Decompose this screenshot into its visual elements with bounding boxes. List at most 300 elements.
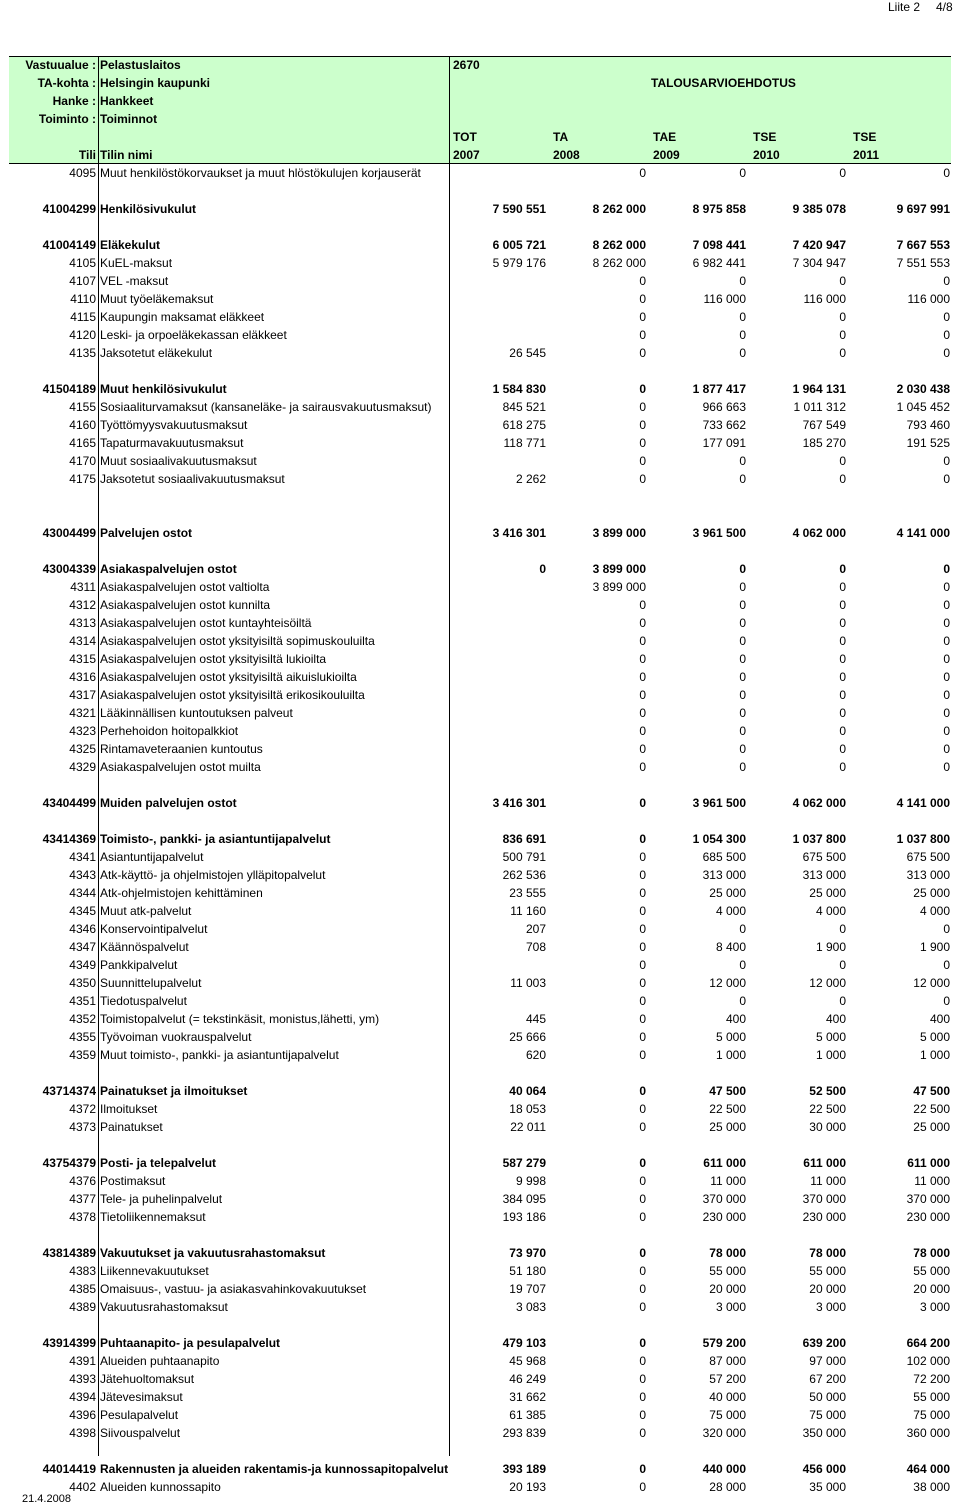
account-name: Pankkipalvelut — [100, 958, 178, 972]
value-tse-2011: 1 900 — [919, 940, 950, 954]
value-tse-2011: 0 — [943, 274, 950, 288]
value-tae-2009: 370 000 — [702, 1192, 746, 1206]
account-code: 41004299 — [42, 202, 96, 216]
account-name: Muiden palvelujen ostot — [100, 796, 237, 810]
value-tot-2007: 118 771 — [503, 436, 546, 450]
value-ta-2008: 0 — [639, 940, 646, 954]
hanke-value: Hankkeet — [100, 94, 154, 108]
account-name: Painatukset ja ilmoitukset — [100, 1084, 248, 1098]
value-tse-2011: 0 — [943, 742, 950, 756]
value-ta-2008: 0 — [639, 742, 646, 756]
value-tae-2009: 11 000 — [710, 1174, 746, 1188]
value-tot-2007: 3 416 301 — [492, 796, 546, 810]
account-code: 4311 — [70, 580, 96, 594]
value-tse-2011: 664 200 — [906, 1336, 950, 1350]
table-row — [0, 292, 960, 310]
table-row — [0, 904, 960, 922]
account-name: Alueiden puhtaanapito — [100, 1354, 220, 1368]
value-tae-2009: 47 500 — [709, 1084, 746, 1098]
value-tse-2011: 0 — [943, 166, 950, 180]
value-ta-2008: 0 — [639, 1210, 646, 1224]
value-tae-2009: 3 961 500 — [692, 796, 746, 810]
value-tse-2010: 0 — [839, 922, 846, 936]
account-name: Atk-ohjelmistojen kehittäminen — [100, 886, 263, 900]
value-ta-2008: 0 — [639, 850, 646, 864]
table-row — [0, 742, 960, 760]
value-tse-2010: 5 000 — [815, 1030, 846, 1044]
table-row — [0, 994, 960, 1012]
account-code: 4345 — [69, 904, 96, 918]
account-code: 41504189 — [42, 382, 96, 396]
ta-kohta-value: Helsingin kaupunki — [100, 76, 211, 90]
table-row — [0, 1084, 960, 1102]
col-header-tse-2011: TSE — [853, 130, 877, 144]
value-tse-2010: 116 000 — [803, 292, 846, 306]
value-tse-2010: 0 — [839, 274, 846, 288]
table-row — [0, 652, 960, 670]
table-row — [0, 1264, 960, 1282]
value-tse-2010: 11 000 — [810, 1174, 846, 1188]
value-tot-2007: 193 186 — [502, 1210, 546, 1224]
value-tse-2011: 0 — [943, 616, 950, 630]
value-tae-2009: 0 — [739, 724, 746, 738]
value-ta-2008: 0 — [639, 436, 646, 450]
value-tse-2011: 0 — [943, 310, 950, 324]
account-code: 4398 — [69, 1426, 96, 1440]
value-tae-2009: 12 000 — [709, 976, 746, 990]
value-tse-2011: 116 000 — [907, 292, 950, 306]
value-ta-2008: 8 262 000 — [592, 238, 646, 252]
value-tae-2009: 0 — [739, 346, 746, 360]
value-tae-2009: 177 091 — [702, 436, 746, 450]
value-tae-2009: 8 400 — [715, 940, 746, 954]
value-tot-2007: 445 — [525, 1012, 546, 1026]
value-tse-2011: 55 000 — [913, 1264, 950, 1278]
value-tae-2009: 0 — [739, 274, 746, 288]
col-year-2009: 2009 — [653, 148, 680, 162]
account-name: Suunnittelupalvelut — [100, 976, 202, 990]
account-code: 43404499 — [42, 796, 96, 810]
account-code: 4110 — [70, 292, 96, 306]
account-name: Jätevesimaksut — [100, 1390, 183, 1404]
value-ta-2008: 0 — [639, 796, 646, 810]
account-code: 4343 — [69, 868, 96, 882]
value-ta-2008: 0 — [639, 1354, 646, 1368]
value-tot-2007: 293 839 — [502, 1426, 546, 1440]
value-tot-2007: 3 416 301 — [492, 526, 546, 540]
value-tse-2011: 0 — [943, 688, 950, 702]
table-row — [0, 1480, 960, 1498]
account-code: 4329 — [69, 760, 96, 774]
col-header-tae: TAE — [653, 130, 677, 144]
value-ta-2008: 0 — [639, 652, 646, 666]
value-ta-2008: 0 — [639, 1012, 646, 1026]
account-code: 4359 — [69, 1048, 96, 1062]
account-name: Muut henkilösivukulut — [100, 382, 227, 396]
account-name: Asiakaspalvelujen ostot yksityisiltä lukioilta — [100, 652, 327, 666]
value-tot-2007: 18 053 — [509, 1102, 546, 1116]
table-row — [0, 1354, 960, 1372]
account-code: 43714374 — [42, 1084, 96, 1098]
table-row — [0, 346, 960, 364]
value-tse-2011: 4 141 000 — [896, 796, 950, 810]
account-name: Vakuutukset ja vakuutusrahastomaksut — [100, 1246, 326, 1260]
value-ta-2008: 3 899 000 — [592, 580, 646, 594]
value-tse-2011: 1 000 — [919, 1048, 950, 1062]
value-ta-2008: 0 — [639, 1426, 646, 1440]
value-tae-2009: 28 000 — [709, 1480, 746, 1494]
value-tse-2010: 25 000 — [809, 886, 846, 900]
table-row — [0, 1012, 960, 1030]
value-ta-2008: 0 — [639, 1048, 646, 1062]
account-name: Painatukset — [100, 1120, 163, 1134]
ta-kohta-label: TA-kohta : — [37, 76, 96, 90]
value-tse-2011: 7 551 553 — [896, 256, 950, 270]
value-tae-2009: 0 — [739, 742, 746, 756]
value-tse-2011: 25 000 — [913, 886, 950, 900]
value-tot-2007: 11 003 — [510, 976, 546, 990]
account-name: Asiakaspalvelujen ostot muilta — [100, 760, 261, 774]
value-tot-2007: 31 662 — [509, 1390, 546, 1404]
value-tae-2009: 0 — [739, 472, 746, 486]
account-name: Muut atk-palvelut — [100, 904, 192, 918]
value-tse-2011: 0 — [943, 328, 950, 342]
value-tse-2011: 360 000 — [906, 1426, 950, 1440]
account-code: 4347 — [69, 940, 96, 954]
account-code: 4341 — [69, 850, 96, 864]
value-tse-2010: 0 — [839, 760, 846, 774]
account-code: 4316 — [69, 670, 96, 684]
value-tse-2010: 75 000 — [809, 1408, 846, 1422]
value-tse-2010: 67 200 — [809, 1372, 846, 1386]
value-tot-2007: 11 160 — [510, 904, 546, 918]
table-row — [0, 166, 960, 184]
value-ta-2008: 0 — [639, 760, 646, 774]
account-name: Alueiden kunnossapito — [100, 1480, 221, 1494]
value-tae-2009: 611 000 — [703, 1156, 746, 1170]
value-tot-2007: 7 590 551 — [492, 202, 546, 216]
page-number: 4/8 — [936, 0, 953, 14]
value-tse-2011: 611 000 — [907, 1156, 950, 1170]
value-ta-2008: 0 — [639, 1192, 646, 1206]
value-ta-2008: 0 — [639, 958, 646, 972]
value-tae-2009: 6 982 441 — [692, 256, 746, 270]
value-tse-2010: 0 — [839, 580, 846, 594]
value-ta-2008: 0 — [639, 1084, 646, 1098]
value-tse-2011: 0 — [943, 670, 950, 684]
col-year-2008: 2008 — [553, 148, 580, 162]
account-name: Jaksotetut sosiaalivakuutusmaksut — [100, 472, 285, 486]
account-code: 4391 — [69, 1354, 96, 1368]
value-tse-2010: 350 000 — [802, 1426, 846, 1440]
account-code: 4120 — [69, 328, 96, 342]
value-tse-2011: 400 — [929, 1012, 950, 1026]
unit-code: 2670 — [453, 58, 480, 72]
account-name: Perhehoidon hoitopalkkiot — [100, 724, 239, 738]
value-tae-2009: 0 — [739, 454, 746, 468]
account-code: 4402 — [69, 1480, 96, 1494]
account-name: Jätehuoltomaksut — [100, 1372, 195, 1386]
value-tse-2011: 2 030 438 — [896, 382, 950, 396]
value-ta-2008: 0 — [639, 1480, 646, 1494]
value-ta-2008: 0 — [639, 1372, 646, 1386]
account-code: 4170 — [69, 454, 96, 468]
value-tse-2010: 0 — [839, 958, 846, 972]
value-tae-2009: 20 000 — [709, 1282, 746, 1296]
value-tse-2011: 0 — [943, 706, 950, 720]
value-tse-2010: 97 000 — [809, 1354, 846, 1368]
value-tot-2007: 262 536 — [502, 868, 546, 882]
value-tse-2010: 456 000 — [802, 1462, 846, 1476]
value-ta-2008: 0 — [639, 634, 646, 648]
value-tse-2011: 4 000 — [919, 904, 950, 918]
value-tse-2010: 230 000 — [802, 1210, 846, 1224]
value-tse-2011: 78 000 — [913, 1246, 950, 1260]
table-row — [0, 886, 960, 904]
account-code: 4135 — [69, 346, 96, 360]
value-ta-2008: 0 — [639, 868, 646, 882]
value-tae-2009: 579 200 — [702, 1336, 746, 1350]
value-tse-2011: 3 000 — [919, 1300, 950, 1314]
value-tse-2010: 0 — [839, 562, 846, 576]
account-name: Siivouspalvelut — [100, 1426, 181, 1440]
value-ta-2008: 0 — [639, 976, 646, 990]
value-tse-2011: 5 000 — [919, 1030, 950, 1044]
value-ta-2008: 0 — [639, 292, 646, 306]
value-ta-2008: 0 — [639, 382, 646, 396]
table-row — [0, 958, 960, 976]
value-tse-2010: 4 062 000 — [792, 796, 846, 810]
value-tse-2010: 0 — [839, 454, 846, 468]
footer-date: 21.4.2008 — [22, 1493, 71, 1505]
value-tae-2009: 25 000 — [709, 1120, 746, 1134]
table-row — [0, 1300, 960, 1318]
value-tot-2007: 0 — [539, 562, 546, 576]
table-row — [0, 850, 960, 868]
account-name: Jaksotetut eläkekulut — [100, 346, 213, 360]
table-row — [0, 1192, 960, 1210]
value-ta-2008: 0 — [639, 1282, 646, 1296]
account-code: 4352 — [69, 1012, 96, 1026]
account-name: Rakennusten ja alueiden rakentamis-ja kunnossapitopalvelut — [100, 1462, 449, 1476]
account-code: 43914399 — [42, 1336, 96, 1350]
col-header-tilin-nimi: Tilin nimi — [100, 148, 153, 162]
value-tse-2011: 370 000 — [906, 1192, 950, 1206]
value-ta-2008: 0 — [639, 904, 646, 918]
account-code: 4355 — [69, 1030, 96, 1044]
value-tse-2010: 0 — [839, 652, 846, 666]
value-tse-2010: 0 — [839, 310, 846, 324]
toiminto-value: Toiminnot — [100, 112, 158, 126]
value-tse-2011: 793 460 — [906, 418, 950, 432]
value-tse-2010: 4 062 000 — [792, 526, 846, 540]
value-tae-2009: 0 — [739, 562, 746, 576]
value-tse-2011: 22 500 — [913, 1102, 950, 1116]
value-ta-2008: 0 — [639, 310, 646, 324]
value-ta-2008: 8 262 000 — [592, 256, 646, 270]
value-ta-2008: 0 — [639, 706, 646, 720]
table-row — [0, 310, 960, 328]
table-row — [0, 598, 960, 616]
value-tae-2009: 0 — [739, 580, 746, 594]
value-tse-2010: 0 — [839, 742, 846, 756]
value-tse-2011: 1 045 452 — [896, 400, 950, 414]
table-row — [0, 1336, 960, 1354]
account-code: 43414369 — [42, 832, 96, 846]
table-row — [0, 1390, 960, 1408]
value-tse-2011: 20 000 — [913, 1282, 950, 1296]
account-code: 4115 — [70, 310, 96, 324]
value-tse-2011: 11 000 — [914, 1174, 950, 1188]
table-row — [0, 1102, 960, 1120]
account-name: Tapaturmavakuutusmaksut — [100, 436, 244, 450]
value-tae-2009: 0 — [739, 670, 746, 684]
table-row — [0, 1030, 960, 1048]
account-name: Käännöspalvelut — [100, 940, 189, 954]
value-tse-2010: 22 500 — [809, 1102, 846, 1116]
value-tot-2007: 500 791 — [502, 850, 546, 864]
value-tae-2009: 1 877 417 — [692, 382, 746, 396]
value-ta-2008: 0 — [639, 724, 646, 738]
account-name: Asiakaspalvelujen ostot kunnilta — [100, 598, 271, 612]
account-name: KuEL-maksut — [100, 256, 173, 270]
value-tae-2009: 440 000 — [702, 1462, 746, 1476]
table-row — [0, 616, 960, 634]
value-tot-2007: 845 521 — [502, 400, 546, 414]
value-ta-2008: 0 — [639, 472, 646, 486]
value-tae-2009: 1 054 300 — [692, 832, 746, 846]
col-header-tse-2010: TSE — [753, 130, 777, 144]
account-name: Puhtaanapito- ja pesulapalvelut — [100, 1336, 281, 1350]
value-tse-2010: 0 — [839, 616, 846, 630]
value-ta-2008: 0 — [639, 454, 646, 468]
account-name: Liikennevakuutukset — [100, 1264, 209, 1278]
value-tot-2007: 1 584 830 — [492, 382, 546, 396]
table-row — [0, 868, 960, 886]
value-ta-2008: 0 — [639, 616, 646, 630]
value-ta-2008: 0 — [639, 1174, 646, 1188]
value-ta-2008: 0 — [639, 598, 646, 612]
value-tse-2010: 639 200 — [802, 1336, 846, 1350]
value-tse-2010: 0 — [839, 706, 846, 720]
col-year-2007: 2007 — [453, 148, 480, 162]
value-tse-2010: 4 000 — [815, 904, 846, 918]
col-header-ta: TA — [553, 130, 569, 144]
value-ta-2008: 0 — [639, 922, 646, 936]
value-ta-2008: 0 — [639, 1120, 646, 1134]
value-ta-2008: 0 — [639, 346, 646, 360]
value-ta-2008: 0 — [639, 274, 646, 288]
value-ta-2008: 0 — [639, 1300, 646, 1314]
account-code: 4373 — [69, 1120, 96, 1134]
table-row — [0, 526, 960, 544]
account-code: 4325 — [69, 742, 96, 756]
table-row — [0, 634, 960, 652]
value-tse-2010: 675 500 — [802, 850, 846, 864]
account-name: Asiakaspalvelujen ostot valtiolta — [100, 580, 270, 594]
value-ta-2008: 0 — [639, 328, 646, 342]
value-tse-2011: 25 000 — [913, 1120, 950, 1134]
value-tae-2009: 1 000 — [715, 1048, 746, 1062]
value-tse-2011: 12 000 — [913, 976, 950, 990]
value-tse-2011: 38 000 — [913, 1480, 950, 1494]
value-tae-2009: 0 — [739, 598, 746, 612]
value-tot-2007: 6 005 721 — [492, 238, 546, 252]
account-name: Toimistopalvelut (= tekstinkäsit, monistus,lähetti, ym) — [100, 1012, 380, 1026]
value-tae-2009: 230 000 — [702, 1210, 746, 1224]
value-tse-2010: 30 000 — [809, 1120, 846, 1134]
value-tse-2010: 12 000 — [809, 976, 846, 990]
value-tae-2009: 5 000 — [715, 1030, 746, 1044]
value-tot-2007: 2 262 — [515, 472, 546, 486]
value-tot-2007: 26 545 — [509, 346, 546, 360]
value-tae-2009: 0 — [739, 166, 746, 180]
hanke-label: Hanke : — [52, 94, 96, 108]
value-tot-2007: 5 979 176 — [492, 256, 546, 270]
value-tae-2009: 320 000 — [702, 1426, 746, 1440]
account-name: Työttömyysvakuutusmaksut — [100, 418, 248, 432]
value-tse-2010: 7 304 947 — [792, 256, 846, 270]
account-name: Muut toimisto-, pankki- ja asiantuntijapalvelut — [100, 1048, 339, 1062]
account-code: 4393 — [69, 1372, 96, 1386]
table-row — [0, 1120, 960, 1138]
value-tae-2009: 0 — [739, 310, 746, 324]
account-code: 4315 — [69, 652, 96, 666]
value-tse-2011: 72 200 — [913, 1372, 950, 1386]
value-ta-2008: 0 — [639, 1102, 646, 1116]
value-tot-2007: 46 249 — [509, 1372, 546, 1386]
table-row — [0, 202, 960, 220]
value-ta-2008: 0 — [639, 688, 646, 702]
account-name: Ilmoitukset — [100, 1102, 158, 1116]
value-tse-2010: 767 549 — [802, 418, 846, 432]
table-row — [0, 382, 960, 400]
value-tae-2009: 75 000 — [709, 1408, 746, 1422]
account-code: 44014419 — [42, 1462, 96, 1476]
table-row — [0, 454, 960, 472]
value-ta-2008: 0 — [639, 886, 646, 900]
value-tse-2011: 0 — [943, 958, 950, 972]
value-tse-2010: 611 000 — [803, 1156, 846, 1170]
value-tse-2011: 191 525 — [906, 436, 950, 450]
account-name: Lääkinnällisen kuntoutuksen palveut — [100, 706, 293, 720]
value-tse-2011: 47 500 — [913, 1084, 950, 1098]
value-tae-2009: 7 098 441 — [692, 238, 746, 252]
value-tae-2009: 116 000 — [703, 292, 746, 306]
account-code: 4383 — [69, 1264, 96, 1278]
account-name: Työvoiman vuokrauspalvelut — [100, 1030, 252, 1044]
value-tae-2009: 8 975 858 — [692, 202, 746, 216]
value-tse-2011: 675 500 — [906, 850, 950, 864]
value-tse-2010: 35 000 — [809, 1480, 846, 1494]
account-code: 4385 — [69, 1282, 96, 1296]
value-tot-2007: 3 083 — [515, 1300, 546, 1314]
account-code: 4165 — [69, 436, 96, 450]
value-tse-2011: 55 000 — [913, 1390, 950, 1404]
table-row — [0, 436, 960, 454]
value-tse-2011: 0 — [943, 652, 950, 666]
value-tse-2011: 9 697 991 — [896, 202, 950, 216]
value-ta-2008: 3 899 000 — [592, 526, 646, 540]
value-tse-2011: 0 — [943, 472, 950, 486]
account-name: Leski- ja orpoeläkekassan eläkkeet — [100, 328, 287, 342]
value-tae-2009: 57 200 — [709, 1372, 746, 1386]
account-code: 4346 — [69, 922, 96, 936]
value-tae-2009: 0 — [739, 634, 746, 648]
col-year-2010: 2010 — [753, 148, 780, 162]
account-name: Atk-käyttö- ja ohjelmistojen ylläpitopalvelut — [100, 868, 326, 882]
value-tse-2010: 400 — [825, 1012, 846, 1026]
